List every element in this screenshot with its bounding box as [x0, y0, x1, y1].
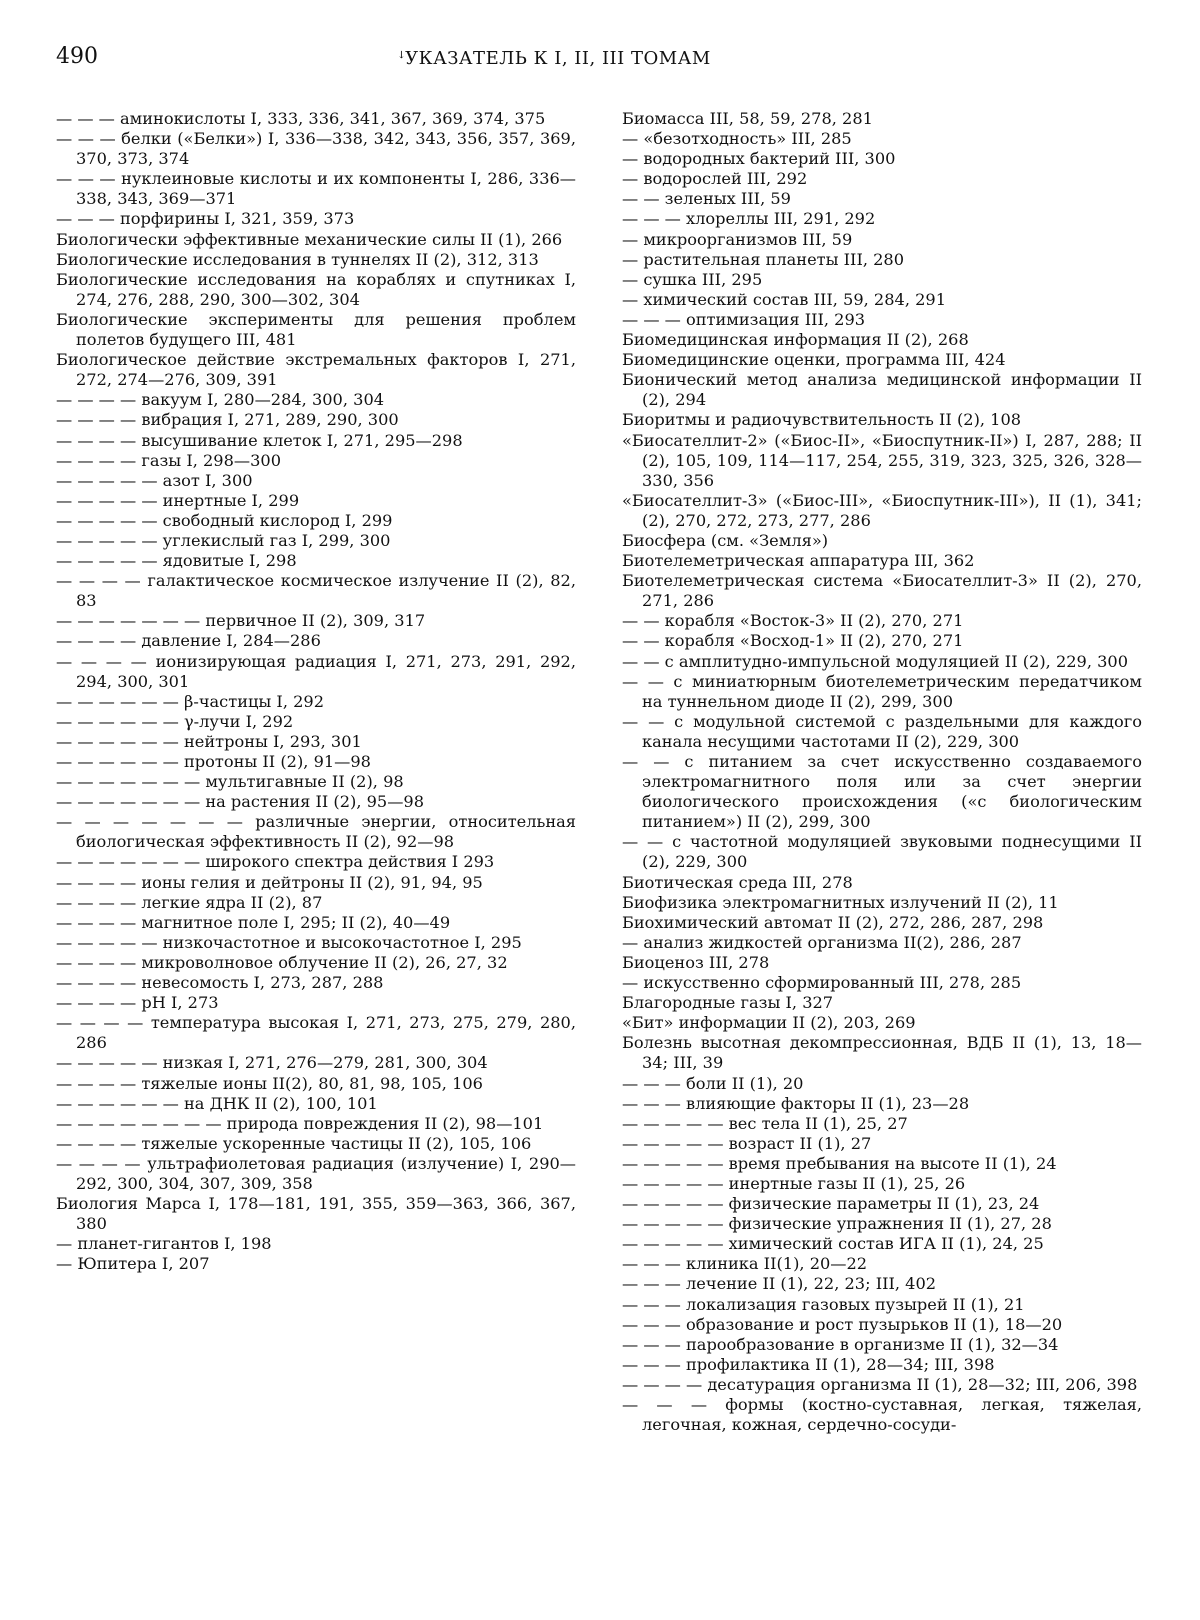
index-entry: — Юпитера I, 207 [56, 1254, 210, 1274]
index-entry: — — — — тяжелые ускоренные частицы II (2), 105, 106 [56, 1133, 532, 1153]
index-entry: — — — — — углекислый газ I, 299, 300 [56, 530, 391, 550]
page-number: 490 [56, 44, 98, 69]
index-entry: — водородных бактерий III, 300 [622, 149, 896, 169]
index-entry: — — — аминокислоты I, 333, 336, 341, 367, 369, 374, 375 [56, 109, 546, 128]
index-entry: — — — — — низкая I, 271, 276—279, 281, 300, 304 [56, 1053, 488, 1073]
index-entry: — — — — десатурация организма II (1), 28—32; III, 206, 398 [622, 1374, 1138, 1394]
index-entry: — — — — — инертные I, 299 [56, 490, 300, 510]
index-entry: Благородные газы I, 327 [622, 993, 834, 1013]
index-entry: Биотическая среда III, 278 [622, 872, 853, 892]
index-entry: Биологически эффективные механические силы II (1), 266 [56, 229, 563, 249]
index-entry: — — — — вакуум I, 280—284, 300, 304 [56, 390, 385, 410]
index-entry: — — — — — физические параметры II (1), 23, 24 [622, 1194, 1040, 1214]
index-entry: — — — нуклеиновые кислоты и их компоненты I, 286, 336—338, 343, 369—371 [56, 169, 576, 209]
index-entry: — — — — тяжелые ионы II(2), 80, 81, 98, 105, 106 [56, 1073, 483, 1093]
index-entry: — — корабля «Восток-3» II (2), 270, 271 [622, 611, 964, 631]
index-entry: — — зеленых III, 59 [622, 189, 791, 209]
index-entry: — — — — — ядовитые I, 298 [56, 551, 297, 571]
index-entry: — искусственно сформированный III, 278, 285 [622, 973, 1022, 993]
page-title: ꜜУКАЗАТЕЛЬ К I, II, III ТОМАМ [398, 48, 711, 69]
index-entry: — — — — — время пребывания на высоте II (1), 24 [622, 1153, 1057, 1173]
index-entry: — — — — легкие ядра II (2), 87 [56, 892, 323, 912]
index-entry: Болезнь высотная декомпрессионная, ВДБ II (1), 13, 18—34; III, 39 [622, 1033, 1142, 1073]
index-entry: Биоценоз III, 278 [622, 952, 770, 972]
index-entry: — — — парообразование в организме II (1), 32—34 [622, 1334, 1059, 1354]
index-entry: — — — — pH I, 273 [56, 993, 219, 1013]
index-entry: — — — — высушивание клеток I, 271, 295—298 [56, 430, 463, 450]
index-entry: — — — — — — β-частицы I, 292 [56, 691, 325, 711]
index-entry: — — — — давление I, 284—286 [56, 631, 321, 651]
index-entry: — — — — — инертные газы II (1), 25, 26 [622, 1173, 966, 1193]
index-entry: — — — клиника II(1), 20—22 [622, 1254, 868, 1274]
index-entry: — — — — — — — — природа повреждения II (2), 98—101 [56, 1113, 544, 1133]
index-entry: — — — — микроволновое облучение II (2), 26, 27, 32 [56, 952, 508, 972]
index-entry: — микроорганизмов III, 59 [622, 229, 853, 249]
index-entry: — — — хлореллы III, 291, 292 [622, 209, 876, 229]
index-entry: — — — — ионы гелия и дейтроны II (2), 91, 94, 95 [56, 872, 483, 892]
index-entry: — — — — — — — различные энергии, относительная биологическая эффективность II (2), 92—98 [56, 812, 576, 852]
index-entry: — — — — — свободный кислород I, 299 [56, 510, 393, 530]
index-entry: — — — — температура высокая I, 271, 273, 275, 279, 280, 286 [56, 1013, 576, 1053]
index-entry: — — с частотной модуляцией звуковыми поднесущими II (2), 229, 300 [622, 832, 1142, 872]
index-entry: — — — — газы I, 298—300 [56, 450, 281, 470]
index-entry: Биологические исследования на кораблях и спутниках I, 274, 276, 288, 290, 300—302, 304 [56, 269, 576, 309]
index-entry: — — — — — возраст II (1), 27 [622, 1133, 872, 1153]
index-entry: — — — — — низкочастотное и высокочастотное I, 295 [56, 932, 522, 952]
index-entry: Биомасса III, 58, 59, 278, 281 [622, 109, 873, 128]
index-entry: — — — локализация газовых пузырей II (1), 21 [622, 1294, 1025, 1314]
index-entry: Бионический метод анализа медицинской информации II (2), 294 [622, 370, 1142, 410]
index-entry: — — — — — — протоны II (2), 91—98 [56, 752, 371, 771]
index-entry: — — — порфирины I, 321, 359, 373 [56, 209, 355, 229]
index-entry: — — — влияющие факторы II (1), 23—28 [622, 1093, 970, 1113]
index-entry: — — с модульной системой с раздельными для каждого канала несущими частотами II (2), 229, 300 [622, 711, 1142, 751]
index-entry: Биохимический автомат II (2), 272, 286, 287, 298 [622, 912, 1044, 932]
index-entry: — — — — — физические упражнения II (1), 27, 28 [622, 1214, 1052, 1234]
index-entry: — сушка III, 295 [622, 269, 763, 289]
index-entry: — — — — — — на ДНК II (2), 100, 101 [56, 1093, 378, 1113]
index-entry: — водорослей III, 292 [622, 169, 808, 189]
index-entry: — — — — — — — первичное II (2), 309, 317 [56, 611, 426, 631]
index-entry: — растительная планеты III, 280 [622, 249, 905, 269]
index-entry: Биология Марса I, 178—181, 191, 355, 359—363, 366, 367, 380 [56, 1194, 576, 1234]
index-entry: Биофизика электромагнитных излучений II (2), 11 [622, 892, 1059, 912]
index-entry: — — — — — — нейтроны I, 293, 301 [56, 731, 362, 751]
index-entry: — — — — — азот I, 300 [56, 470, 253, 490]
index-entry: — — — — невесомость I, 273, 287, 288 [56, 973, 384, 993]
index-entry: — — — образование и рост пузырьков II (1), 18—20 [622, 1314, 1063, 1334]
index-entry: — — — — — химический состав ИГА II (1), 24, 25 [622, 1234, 1044, 1254]
index-entry: — планет-гигантов I, 198 [56, 1234, 272, 1254]
index-entry: — «безотходность» III, 285 [622, 129, 852, 149]
index-entry: Биотелеметрическая система «Биосателлит-3» II (2), 270, 271, 286 [622, 571, 1142, 611]
index-entry: Биоритмы и радиочувствительность II (2), 108 [622, 410, 1022, 430]
index-entry: Биомедицинские оценки, программа III, 424 [622, 350, 1006, 370]
index-entry: Биотелеметрическая аппаратура III, 362 [622, 551, 975, 571]
index-entry: — — — белки («Белки») I, 336—338, 342, 343, 356, 357, 369, 370, 373, 374 [56, 129, 576, 169]
index-column-right [622, 109, 1142, 1435]
index-entry: «Биосателлит-2» («Биос-II», «Биоспутник-II») I, 287, 288; II (2), 105, 109, 114—117, 254, 255, 319, 323, 325, 326, 328—330, 356 [622, 430, 1142, 490]
index-entry: — — корабля «Восход-1» II (2), 270, 271 [622, 631, 964, 651]
index-entry: — — — — — вес тела II (1), 25, 27 [622, 1113, 908, 1133]
index-entry: — — — — магнитное поле I, 295; II (2), 40—49 [56, 912, 451, 932]
index-entry: Биосфера (см. «Земля») [622, 530, 829, 550]
index-entry: Биологические исследования в туннелях II (2), 312, 313 [56, 249, 539, 269]
index-entry: — — — — — — γ-лучи I, 292 [56, 711, 294, 731]
index-entry: — анализ жидкостей организма II(2), 286, 287 [622, 932, 1022, 952]
index-entry: — — — — — — — мультигавные II (2), 98 [56, 772, 404, 792]
index-entry: «Бит» информации II (2), 203, 269 [622, 1013, 916, 1033]
index-entry: — — — профилактика II (1), 28—34; III, 398 [622, 1354, 995, 1374]
index-entry: — — с амплитудно-импульсной модуляцией II (2), 229, 300 [622, 651, 1129, 671]
index-entry: — — с питанием за счет искусственно создаваемого электромагнитного поля или за счет энергии биологического происхождения («с биологическим питанием») II (2), 299, 300 [622, 752, 1142, 832]
index-entry: — — — — — — — на растения II (2), 95—98 [56, 792, 425, 812]
index-entry: Биологические эксперименты для решения проблем полетов будущего III, 481 [56, 309, 576, 350]
index-entry: — — — формы (костно-суставная, легкая, тяжелая, легочная, кожная, сердечно-сосуди- [622, 1395, 1142, 1435]
index-entry: — — — лечение II (1), 22, 23; III, 402 [622, 1274, 937, 1294]
index-entry: — — — — вибрация I, 271, 289, 290, 300 [56, 410, 399, 430]
index-entry: — химический состав III, 59, 284, 291 [622, 289, 947, 309]
index-entry: — — — боли II (1), 20 [622, 1073, 804, 1093]
index-entry: — — с миниатюрным биотелеметрическим передатчиком на туннельном диоде II (2), 299, 300 [622, 671, 1142, 711]
index-column-left [56, 109, 576, 1274]
index-entry: «Биосателлит-3» («Биос-III», «Биоспутник-III»), II (1), 341; (2), 270, 272, 273, 277, 286 [622, 490, 1142, 530]
index-entry: — — — — галактическое космическое излучение II (2), 82, 83 [56, 571, 576, 611]
index-entry: — — — оптимизация III, 293 [622, 309, 866, 329]
index-entry: — — — — ультрафиолетовая радиация (излучение) I, 290—292, 300, 304, 307, 309, 358 [56, 1153, 576, 1193]
index-entry: Биомедицинская информация II (2), 268 [622, 330, 969, 350]
index-entry: — — — — ионизирующая радиация I, 271, 273, 291, 292, 294, 300, 301 [56, 651, 576, 691]
index-entry: Биологическое действие экстремальных факторов I, 271, 272, 274—276, 309, 391 [56, 350, 576, 390]
index-entry: — — — — — — — широкого спектра действия I 293 [56, 852, 495, 872]
